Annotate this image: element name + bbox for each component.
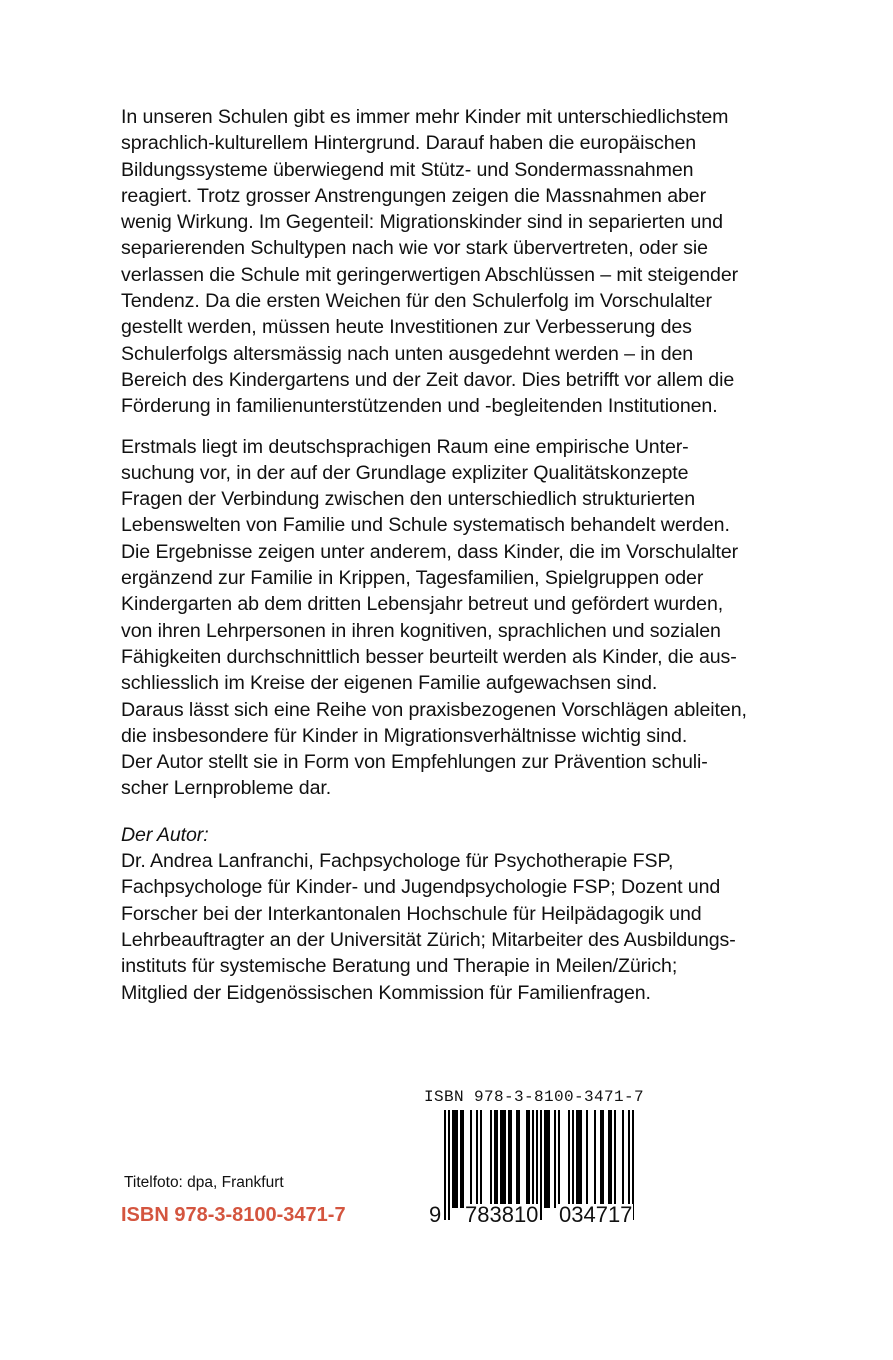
barcode-bar bbox=[480, 1110, 482, 1208]
text-line: von ihren Lehrpersonen in ihren kognitiven, sprachlichen und sozialen bbox=[121, 619, 721, 642]
barcode-bar bbox=[454, 1110, 456, 1208]
text-line: suchung vor, in der auf der Grundlage expliziter Qualitätskonzepte bbox=[121, 461, 689, 484]
barcode-bar bbox=[614, 1110, 616, 1208]
text-line: wenig Wirkung. Im Gegenteil: Migrationskinder sind in separierten und bbox=[121, 211, 723, 234]
text-line: Kindergarten ab dem dritten Lebensjahr betreut und gefördert wurden, bbox=[121, 593, 724, 616]
barcode-bar bbox=[448, 1110, 450, 1220]
barcode-bar bbox=[508, 1110, 510, 1208]
barcode-bar bbox=[476, 1110, 478, 1208]
barcode-bar bbox=[510, 1110, 512, 1208]
barcode-bar bbox=[558, 1110, 560, 1208]
text-line: Lebenswelten von Familie und Schule systematisch behandelt werden. bbox=[121, 514, 730, 537]
barcode-bar bbox=[462, 1110, 464, 1208]
barcode-bar bbox=[544, 1110, 546, 1208]
text-line: Tendenz. Da die ersten Weichen für den Schulerfolg im Vorschulalter bbox=[121, 290, 712, 313]
barcode-bar bbox=[528, 1110, 530, 1208]
text-line: Bereich des Kindergartens und der Zeit davor. Dies betrifft vor allem die bbox=[121, 368, 735, 391]
author-line: Forscher bei der Interkantonalen Hochschule für Heilpädagogik und bbox=[121, 902, 702, 925]
text-line: Daraus lässt sich eine Reihe von praxisbezogenen Vorschlägen ableiten, bbox=[121, 698, 747, 721]
author-line: instituts für systemische Beratung und Therapie in Meilen/Zürich; bbox=[121, 955, 678, 978]
author-line: Mitglied der Eidgenössischen Kommission für Familienfragen. bbox=[121, 981, 651, 1004]
barcode-bar bbox=[502, 1110, 504, 1208]
text-line: scher Lernprobleme dar. bbox=[121, 777, 332, 800]
barcode-bar bbox=[444, 1110, 446, 1220]
barcode-bar bbox=[494, 1110, 496, 1208]
text-line: schliesslich im Kreise der eigenen Familie aufgewachsen sind. bbox=[121, 672, 658, 695]
paragraph-study bbox=[121, 434, 821, 802]
barcode-bar bbox=[470, 1110, 472, 1208]
author-line: Lehrbeauftragter an der Universität Zürich; Mitarbeiter des Ausbildungs- bbox=[121, 928, 736, 951]
paragraph-intro bbox=[121, 104, 821, 420]
barcode-bar bbox=[526, 1110, 528, 1208]
barcode-bar bbox=[586, 1110, 588, 1208]
barcode-isbn-text: ISBN 978-3-8100-3471-7 bbox=[424, 1088, 645, 1106]
barcode-bar bbox=[548, 1110, 550, 1208]
text-line: Fähigkeiten durchschnittlich besser beurteilt werden als Kinder, die aus- bbox=[121, 645, 737, 668]
barcode-bar bbox=[580, 1110, 582, 1208]
barcode-bar bbox=[600, 1110, 602, 1208]
text-line: separierenden Schultypen nach wie vor stark übervertreten, oder sie bbox=[121, 237, 708, 260]
barcode-bar bbox=[576, 1110, 578, 1208]
isbn-label: ISBN 978-3-8100-3471-7 bbox=[121, 1204, 346, 1226]
barcode-bar bbox=[504, 1110, 506, 1208]
barcode-bar bbox=[578, 1110, 580, 1208]
barcode-bar bbox=[456, 1110, 458, 1208]
text-line: reagiert. Trotz grosser Anstrengungen zeigen die Massnahmen aber bbox=[121, 184, 707, 207]
author-heading: Der Autor: bbox=[121, 823, 209, 846]
text-line: sprachlich-kulturellem Hintergrund. Darauf haben die europäischen bbox=[121, 132, 697, 155]
barcode-digits-right: 034717 bbox=[559, 1202, 633, 1227]
author-line: Fachpsychologe für Kinder- und Jugendpsychologie FSP; Dozent und bbox=[121, 876, 721, 899]
text-line: Die Ergebnisse zeigen unter anderem, dass Kinder, die im Vorschulalter bbox=[121, 540, 739, 563]
isbn-barcode bbox=[420, 1088, 690, 1238]
barcode-bar bbox=[452, 1110, 454, 1208]
barcode-bar bbox=[610, 1110, 612, 1208]
text-line: Der Autor stellt sie in Form von Empfehlungen zur Prävention schuli- bbox=[121, 751, 708, 774]
barcode-bar bbox=[546, 1110, 548, 1208]
barcode-bar bbox=[516, 1110, 518, 1208]
text-line: Schulerfolgs altersmässig nach unten ausgedehnt werden – in den bbox=[121, 342, 694, 365]
text-line: ergänzend zur Familie in Krippen, Tagesfamilien, Spielgruppen oder bbox=[121, 567, 704, 590]
author-section bbox=[121, 822, 821, 1006]
text-line: Förderung in familienunterstützenden und -begleitenden Institutionen. bbox=[121, 395, 718, 418]
barcode-bar bbox=[554, 1110, 556, 1208]
barcode-digit-first: 9 bbox=[429, 1202, 442, 1227]
text-line: In unseren Schulen gibt es immer mehr Kinder mit unterschiedlichstem bbox=[121, 106, 729, 128]
barcode-digits-left: 783810 bbox=[465, 1202, 539, 1227]
text-line: Erstmals liegt im deutschsprachigen Raum eine empirische Unter- bbox=[121, 435, 689, 458]
barcode-bar bbox=[532, 1110, 534, 1208]
barcode-bar bbox=[496, 1110, 498, 1208]
barcode-bar bbox=[500, 1110, 502, 1208]
barcode-bar bbox=[518, 1110, 520, 1208]
barcode-bar bbox=[460, 1110, 462, 1208]
barcode-bar bbox=[622, 1110, 624, 1208]
barcode-bar bbox=[602, 1110, 604, 1208]
text-line: Bildungssysteme überwiegend mit Stütz- und Sondermassnahmen bbox=[121, 158, 694, 181]
text-line: verlassen die Schule mit geringerwertigen Abschlüssen – mit steigender bbox=[121, 263, 739, 286]
barcode-bar bbox=[490, 1110, 492, 1208]
barcode-bar bbox=[540, 1110, 542, 1220]
barcode-bar bbox=[608, 1110, 610, 1208]
barcode-bar bbox=[568, 1110, 570, 1208]
barcode-bar bbox=[572, 1110, 574, 1208]
text-line: die insbesondere für Kinder in Migrationsverhältnisse wichtig sind. bbox=[121, 724, 688, 747]
text-line: Fragen der Verbindung zwischen den unterschiedlich strukturierten bbox=[121, 488, 696, 511]
photo-credit: Titelfoto: dpa, Frankfurt bbox=[124, 1174, 284, 1191]
blurb-text bbox=[121, 104, 821, 1006]
author-line: Dr. Andrea Lanfranchi, Fachpsychologe für Psychotherapie FSP, bbox=[121, 850, 674, 873]
barcode-bar bbox=[594, 1110, 596, 1208]
text-line: gestellt werden, müssen heute Investitionen zur Verbesserung des bbox=[121, 316, 692, 339]
